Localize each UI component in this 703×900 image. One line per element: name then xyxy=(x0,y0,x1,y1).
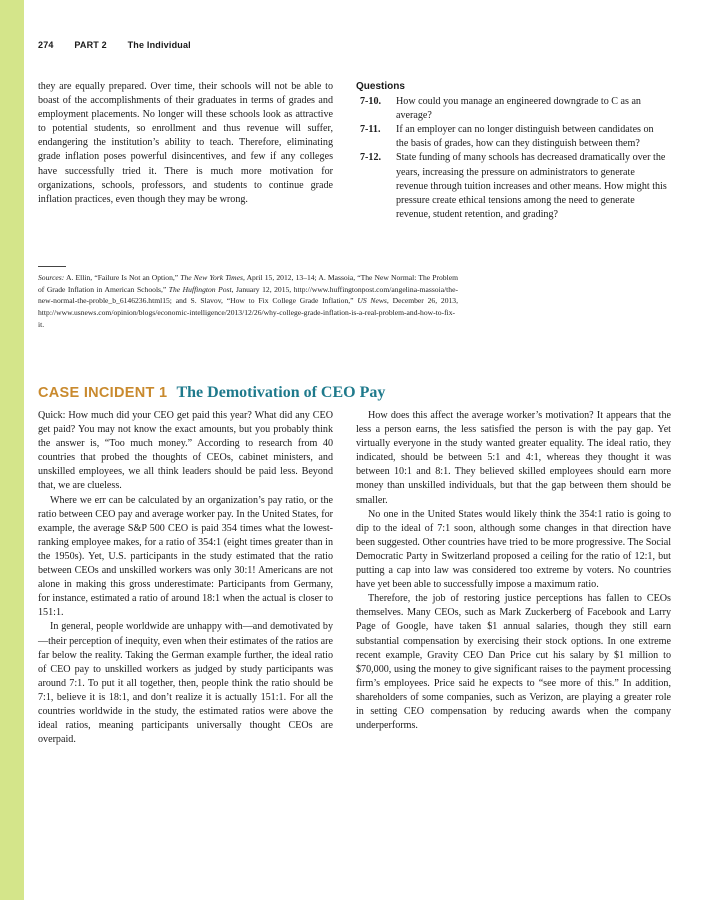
question-number: 7-10. xyxy=(360,96,382,108)
footnote-rule xyxy=(38,266,66,267)
source-publication: US News xyxy=(357,296,387,306)
question-number: 7-12. xyxy=(360,152,382,164)
case-paragraph: In general, people worldwide are unhappy with—and demotivated by—their perception of inequity, even when their estimates of the ratios are far below the reality. Taking the German example further, the ideal ratio of CEO pay to unskilled workers as judged by study participants was around 7:1. To put it all together, then, people think the ratio should be 7:1, believe it is 18:1, and don’t realize it is actually 151:1. For all the countries worldwide in the study, the estimated ratios were above the ideal ratios, meaning participants universally thought CEOs are overpaid. xyxy=(38,621,333,746)
source-publication: The New York Times xyxy=(180,273,243,282)
question-number: 7-11. xyxy=(360,124,381,136)
case-paragraph: Where we err can be calculated by an organization’s pay ratio, or the ratio between CEO pay and average worker pay. In the United States, for example, the average S&P 500 CEO is paid 354 times what the lowest-ranking employee makes, for a ratio of 354:1 (eight times greater than in the 1950s). Yet, U.S. participants in the study estimated that the ratio between CEOs and unskilled workers was only 30:1! Americans are not alone in making this gross underestimate: Participants from Germany, for instance, estimated a ratio of around 18:1 when the actual is closer to 151:1. xyxy=(38,494,333,619)
case-incident-title: The Demotivation of CEO Pay xyxy=(176,384,386,401)
case-incident-label: CASE INCIDENT 1 xyxy=(38,385,168,401)
case-paragraph: Therefore, the job of restoring justice perceptions has fallen to CEOs themselves. Many CEOs, such as Mark Zuckerberg of Facebook and Larry Page of Google, have taken $1 annual salaries, though they still earn substantial compensation by exercising their stock options. In one extreme recent example, Gravity CEO Dan Price cut his salary by $1 million to $70,000, using the money to give significant raises to the payment processing firm’s employees. Price said he expects to “see more of this.” In addition, shareholders of some companies, such as Verizon, are playing a greater role in setting CEO compensation by reducing awards when the company underperforms. xyxy=(356,593,671,732)
case-incident-heading xyxy=(38,382,385,402)
case-right-column xyxy=(356,409,671,733)
question-item xyxy=(356,95,668,123)
page-margin-band xyxy=(0,0,24,900)
running-header xyxy=(38,40,209,50)
sources-label: Sources: xyxy=(38,273,65,282)
case-paragraph: How does this affect the average worker’s motivation? It appears that the less a person earns, the less satisfied the person is with the pay gap. Yet virtually everyone in the study wanted greater equality. The ideal ratio, they indicated, should be between 5:1 and 4:1, whereas they thought it was between 10:1 and 8:1. They believed skilled employees should earn more money than unskilled individuals, but that the gap between them should be smaller. xyxy=(356,410,671,506)
questions-block xyxy=(356,80,668,222)
question-item xyxy=(356,123,668,151)
source-publication: The Huffington Post xyxy=(168,284,232,294)
question-item xyxy=(356,151,668,221)
source-text: , December 26, 2013, http://www.usnews.com/opinion/blogs/economic-intelligence/2013/12/26/why-college-grade-inflation-is-a-real-problem-and-how-to-fix-it. xyxy=(38,296,458,329)
part-label: PART 2 xyxy=(74,40,107,50)
questions-heading: Questions xyxy=(356,81,405,92)
question-text: State funding of many schools has decreased dramatically over the years, increasing the pressure on administrators to generate revenue through tuition increases and other means. How might this pressure create ethical tensions among the need to generate revenue, student retention, and grading? xyxy=(396,152,667,220)
source-text: , January 12, 2015, http://www.huffingtonpost.com/angelina-massoia/the-new-normal-the-proble_b_6146236.html15; and S. Slavov, “How to Fix College Grade Inflation,” xyxy=(38,284,458,306)
part-title: The Individual xyxy=(127,40,191,50)
source-text: A. Ellin, “Failure Is Not an Option,” xyxy=(64,273,181,282)
page-number: 274 xyxy=(38,40,54,50)
sources-footnote xyxy=(38,272,458,331)
grade-inflation-paragraph: they are equally prepared. Over time, their schools will not be able to boast of the accomplishments of their graduates in terms of grades and employment placements. No longer will these schools look as attractive to potential students, so enrollment and thus revenue will suffer, endangering the institution’s ability to teach. Therefore, eliminating grade inflation poses powerful disincentives, and few if any colleges have successfully tried it. There is much more motivation for organizations, schools, professors, and students to continue grade inflation practices, even though they may be wrong. xyxy=(38,81,333,205)
question-text: If an employer can no longer distinguish between candidates on the basis of grades, how can they distinguish between them? xyxy=(396,124,654,150)
top-left-column xyxy=(38,80,333,207)
question-text: How could you manage an engineered downgrade to C as an average? xyxy=(396,96,641,122)
case-paragraph: Quick: How much did your CEO get paid this year? What did any CEO get paid? You may not know the exact amounts, but you probably think the answer is, “Too much money.” According to research from 40 countries that probed the thoughts of CEOs, cabinet ministers, and unskilled employees, we all think leaders should be paid less. Beyond that, we are clueless. xyxy=(38,410,333,492)
case-left-column xyxy=(38,409,333,747)
case-paragraph: No one in the United States would likely think the 354:1 ratio is going to dip to the ideal of 7:1 soon, although some changes in that direction have been suggested. Other countries have tried to be more progressive. The Social Democratic Party in Switzerland proposed a ceiling for the ratio of 12:1, but putting a cap into law was considered too extreme by voters. No countries have yet been able to successfully impose a maximum ratio. xyxy=(356,508,671,591)
source-text: , April 15, 2012, 13–14; A. Massoia, “The New Normal: The Problem of Grade Inflation in American Schools,” xyxy=(38,273,458,294)
